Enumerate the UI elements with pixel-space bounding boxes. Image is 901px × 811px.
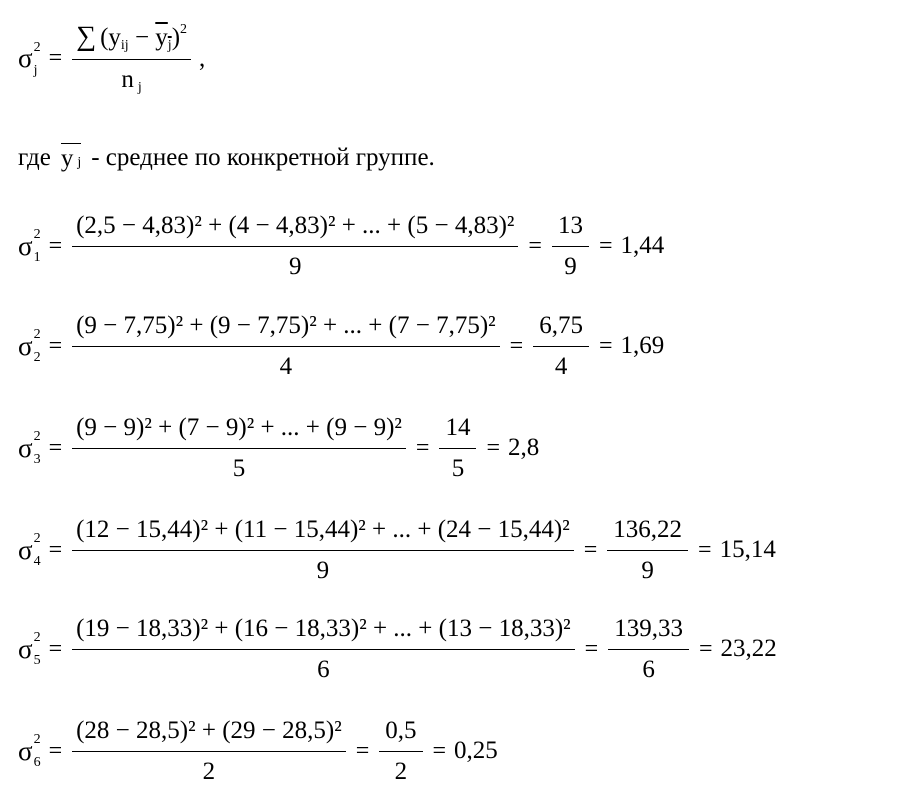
- numerator: 136,22: [607, 516, 688, 551]
- result-value: 23,22: [720, 635, 777, 662]
- fraction-main: [72, 414, 406, 482]
- numerator: (19 − 18,33)² + (16 − 18,33)² + ... + (13 − 18,33)²: [72, 615, 575, 650]
- fraction-main: [72, 312, 500, 380]
- den-base: n: [121, 66, 134, 94]
- equals-sign: =: [486, 434, 500, 461]
- formula-row-4: [18, 516, 776, 584]
- general-numerator: [72, 22, 191, 60]
- numerator: 6,75: [533, 312, 589, 347]
- sub-ij: ij: [120, 38, 129, 53]
- fraction-main: [72, 717, 346, 785]
- subscript: 6: [33, 755, 41, 770]
- fraction-sum: [533, 312, 589, 380]
- sigma-symbol: σ: [18, 432, 33, 463]
- equals-sign: =: [48, 45, 63, 72]
- sigma-symbol: σ: [18, 633, 33, 664]
- minus-sign: −: [134, 24, 150, 51]
- denominator: 9: [641, 556, 654, 584]
- result-value: 1,69: [620, 332, 665, 359]
- superscript: 2: [33, 327, 41, 342]
- numerator: (12 − 15,44)² + (11 − 15,44)² + ... + (24 − 15,44)²: [72, 516, 574, 551]
- subscript: j: [33, 62, 38, 78]
- equals-sign: =: [48, 332, 63, 359]
- subscript: 5: [33, 653, 41, 668]
- formula-row-6: [18, 717, 498, 785]
- numerator: (9 − 7,75)² + (9 − 7,75)² + ... + (7 − 7,75)²: [72, 312, 500, 347]
- numerator: 0,5: [379, 717, 422, 752]
- denominator: 9: [564, 252, 577, 280]
- sigma-3-squared: [18, 429, 41, 467]
- equals-sign: =: [48, 536, 63, 563]
- numerator: (2,5 − 4,83)² + (4 − 4,83)² + ... + (5 − 4,83)²: [72, 212, 518, 247]
- fraction-sum: [552, 212, 589, 280]
- y-var-sub: j: [77, 155, 82, 170]
- equals-sign: =: [698, 536, 712, 563]
- equals-sign: =: [355, 737, 370, 764]
- denominator: 5: [232, 454, 246, 482]
- y-var: y: [60, 145, 74, 172]
- fraction-main: [72, 212, 518, 280]
- superscript: 2: [33, 630, 41, 645]
- sigma-symbol: σ: [18, 230, 33, 261]
- prose-after: - среднее по конкретной группе.: [91, 144, 435, 171]
- superscript: 2: [33, 227, 41, 242]
- y-bar-sub: j: [167, 38, 172, 53]
- subscript: 4: [33, 554, 41, 569]
- numerator: (9 − 9)² + (7 − 9)² + ... + (9 − 9)²: [72, 414, 406, 449]
- denominator: 9: [316, 556, 330, 584]
- denominator: 2: [394, 757, 408, 785]
- equals-sign: =: [583, 536, 598, 563]
- sum-symbol: ∑: [76, 21, 97, 52]
- denominator: 4: [279, 352, 293, 380]
- result-value: 15,14: [719, 536, 776, 563]
- subscript: 1: [33, 250, 41, 265]
- formula-general: [18, 22, 205, 96]
- y-bar-inline: [61, 143, 81, 173]
- general-fraction: [72, 22, 191, 96]
- denominator: 9: [289, 252, 302, 280]
- equals-sign: =: [698, 635, 713, 662]
- sigma-2-squared: [18, 327, 41, 365]
- y-bar: [155, 24, 171, 51]
- y-bar-base: y: [155, 24, 168, 51]
- sigma-symbol: σ: [18, 735, 33, 766]
- sigma-symbol: σ: [18, 534, 33, 565]
- comma: ,: [199, 44, 206, 72]
- formula-row-1: [18, 212, 664, 280]
- fraction-main: [72, 615, 575, 683]
- equals-sign: =: [415, 434, 430, 461]
- equals-sign: =: [584, 635, 599, 662]
- equals-sign: =: [48, 635, 63, 662]
- sigma-4-squared: [18, 531, 41, 569]
- superscript: 2: [33, 429, 41, 444]
- equals-sign: =: [432, 737, 447, 764]
- subscript: 3: [33, 452, 41, 467]
- num-sup: 2: [180, 22, 188, 37]
- num-open: (y: [100, 24, 121, 51]
- sigma-5-squared: [18, 630, 41, 668]
- equals-sign: =: [598, 332, 613, 359]
- superscript: 2: [33, 531, 41, 546]
- sigma-symbol: σ: [18, 43, 33, 74]
- fraction-sum: [607, 516, 688, 584]
- subscript: 2: [33, 350, 41, 365]
- result-value: 0,25: [454, 737, 498, 764]
- sigma-j-squared: [18, 39, 41, 78]
- general-denominator: [117, 60, 145, 95]
- denominator: 6: [317, 655, 330, 683]
- equals-sign: =: [48, 232, 63, 259]
- equals-sign: =: [48, 434, 63, 461]
- equals-sign: =: [48, 737, 63, 764]
- sigma-symbol: σ: [18, 330, 33, 361]
- result-value: 2,8: [507, 434, 540, 461]
- denominator: 6: [642, 655, 655, 683]
- sigma-6-squared: [18, 732, 41, 770]
- equals-sign: =: [528, 232, 542, 259]
- denominator: 4: [554, 352, 568, 380]
- fraction-sum: [608, 615, 689, 683]
- denominator: 5: [451, 454, 465, 482]
- numerator: (28 − 28,5)² + (29 − 28,5)²: [72, 717, 346, 752]
- formula-row-2: [18, 312, 664, 380]
- numerator: 13: [552, 212, 589, 247]
- sigma-1-squared: [18, 227, 41, 265]
- fraction-main: [72, 516, 574, 584]
- superscript: 2: [33, 39, 41, 55]
- fraction-sum: [439, 414, 476, 482]
- superscript: 2: [33, 732, 41, 747]
- explanation-text: [18, 143, 435, 173]
- prose-before: где: [18, 144, 51, 171]
- numerator: 139,33: [608, 615, 689, 650]
- equals-sign: =: [598, 232, 613, 259]
- formula-row-5: [18, 615, 777, 683]
- equals-sign: =: [509, 332, 524, 359]
- numerator: 14: [439, 414, 476, 449]
- den-sub: j: [137, 80, 142, 96]
- num-close: ): [171, 24, 181, 51]
- fraction-sum: [379, 717, 422, 785]
- result-value: 1,44: [620, 232, 665, 259]
- denominator: 2: [202, 757, 216, 785]
- formula-row-3: [18, 414, 539, 482]
